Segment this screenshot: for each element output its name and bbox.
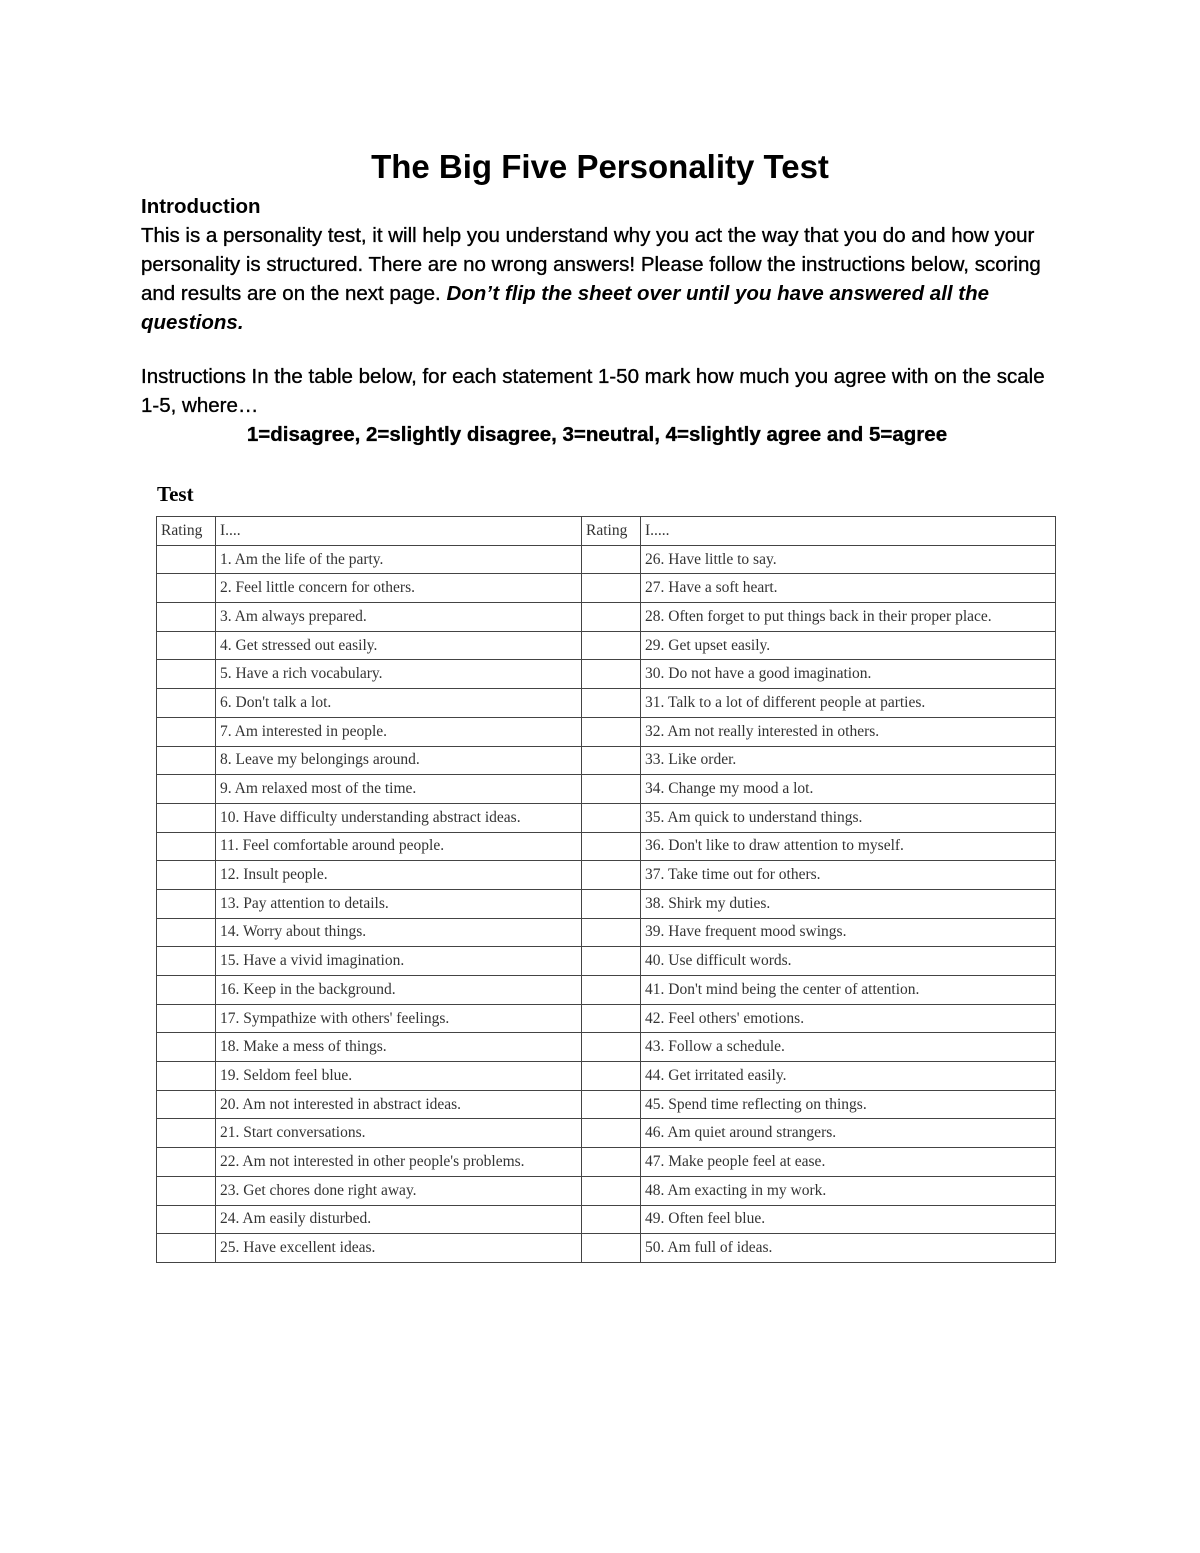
table-row <box>157 861 1056 890</box>
rating-cell-left[interactable] <box>157 832 216 861</box>
statement-cell-left: 15. Have a vivid imagination. <box>216 947 582 976</box>
table-row <box>157 1176 1056 1205</box>
rating-cell-left[interactable] <box>157 603 216 632</box>
rating-cell-left[interactable] <box>157 918 216 947</box>
table-row <box>157 1004 1056 1033</box>
statement-cell-left: 16. Keep in the background. <box>216 976 582 1005</box>
rating-cell-right[interactable] <box>582 746 641 775</box>
statement-cell-right: 40. Use difficult words. <box>641 947 1056 976</box>
rating-cell-right[interactable] <box>582 1119 641 1148</box>
rating-cell-right[interactable] <box>582 918 641 947</box>
rating-header-right: Rating <box>582 517 641 546</box>
instructions-section <box>141 362 1061 449</box>
statement-cell-left: 11. Feel comfortable around people. <box>216 832 582 861</box>
rating-cell-left[interactable] <box>157 803 216 832</box>
statement-cell-left: 6. Don't talk a lot. <box>216 689 582 718</box>
rating-cell-right[interactable] <box>582 803 641 832</box>
statement-cell-right: 49. Often feel blue. <box>641 1205 1056 1234</box>
statement-cell-left: 7. Am interested in people. <box>216 717 582 746</box>
statement-cell-left: 12. Insult people. <box>216 861 582 890</box>
rating-cell-right[interactable] <box>582 1090 641 1119</box>
statement-cell-right: 31. Talk to a lot of different people at parties. <box>641 689 1056 718</box>
table-header-row <box>157 517 1056 546</box>
statement-cell-right: 44. Get irritated easily. <box>641 1062 1056 1091</box>
test-heading: Test <box>157 482 194 506</box>
statement-cell-left: 19. Seldom feel blue. <box>216 1062 582 1091</box>
table-row <box>157 545 1056 574</box>
statement-cell-right: 29. Get upset easily. <box>641 631 1056 660</box>
statement-cell-right: 30. Do not have a good imagination. <box>641 660 1056 689</box>
statement-cell-right: 28. Often forget to put things back in their proper place. <box>641 603 1056 632</box>
rating-cell-right[interactable] <box>582 689 641 718</box>
rating-header-left: Rating <box>157 517 216 546</box>
table-row <box>157 1033 1056 1062</box>
rating-cell-left[interactable] <box>157 689 216 718</box>
table-row <box>157 631 1056 660</box>
statement-header-right: I..... <box>641 517 1056 546</box>
statement-cell-right: 35. Am quick to understand things. <box>641 803 1056 832</box>
rating-cell-right[interactable] <box>582 1033 641 1062</box>
statement-cell-right: 39. Have frequent mood swings. <box>641 918 1056 947</box>
rating-cell-right[interactable] <box>582 1234 641 1263</box>
statement-cell-left: 18. Make a mess of things. <box>216 1033 582 1062</box>
rating-cell-left[interactable] <box>157 545 216 574</box>
rating-cell-right[interactable] <box>582 631 641 660</box>
table-row <box>157 746 1056 775</box>
rating-cell-right[interactable] <box>582 775 641 804</box>
rating-cell-right[interactable] <box>582 1176 641 1205</box>
rating-cell-left[interactable] <box>157 889 216 918</box>
statement-cell-right: 48. Am exacting in my work. <box>641 1176 1056 1205</box>
introduction-paragraph <box>141 221 1061 337</box>
statement-cell-left: 25. Have excellent ideas. <box>216 1234 582 1263</box>
introduction-heading: Introduction <box>141 195 261 218</box>
statement-cell-left: 23. Get chores done right away. <box>216 1176 582 1205</box>
statement-cell-left: 2. Feel little concern for others. <box>216 574 582 603</box>
rating-cell-left[interactable] <box>157 1004 216 1033</box>
rating-cell-left[interactable] <box>157 1234 216 1263</box>
statement-cell-left: 14. Worry about things. <box>216 918 582 947</box>
rating-cell-left[interactable] <box>157 574 216 603</box>
rating-cell-left[interactable] <box>157 976 216 1005</box>
statement-cell-right: 50. Am full of ideas. <box>641 1234 1056 1263</box>
table-row <box>157 1090 1056 1119</box>
rating-scale: 1=disagree, 2=slightly disagree, 3=neutral, 4=slightly agree and 5=agree <box>246 423 948 446</box>
instructions-text: Instructions In the table below, for each statement 1-50 mark how much you agree with on the scale 1-5, where… <box>141 365 1045 417</box>
table-row <box>157 803 1056 832</box>
rating-cell-left[interactable] <box>157 1090 216 1119</box>
rating-cell-left[interactable] <box>157 1205 216 1234</box>
rating-cell-right[interactable] <box>582 861 641 890</box>
rating-cell-right[interactable] <box>582 1205 641 1234</box>
table-row <box>157 976 1056 1005</box>
questionnaire-table <box>156 516 1056 1263</box>
rating-cell-left[interactable] <box>157 1033 216 1062</box>
table-row <box>157 660 1056 689</box>
table-row <box>157 947 1056 976</box>
rating-cell-left[interactable] <box>157 861 216 890</box>
table-row <box>157 832 1056 861</box>
table-row <box>157 889 1056 918</box>
table-row <box>157 775 1056 804</box>
table-row <box>157 574 1056 603</box>
rating-cell-left[interactable] <box>157 717 216 746</box>
statement-cell-right: 37. Take time out for others. <box>641 861 1056 890</box>
statement-cell-right: 34. Change my mood a lot. <box>641 775 1056 804</box>
table-row <box>157 717 1056 746</box>
rating-cell-left[interactable] <box>157 1148 216 1177</box>
table-row <box>157 918 1056 947</box>
statement-cell-left: 4. Get stressed out easily. <box>216 631 582 660</box>
statement-cell-right: 46. Am quiet around strangers. <box>641 1119 1056 1148</box>
table-row <box>157 1234 1056 1263</box>
statement-cell-left: 10. Have difficulty understanding abstract ideas. <box>216 803 582 832</box>
rating-cell-right[interactable] <box>582 976 641 1005</box>
rating-cell-left[interactable] <box>157 660 216 689</box>
table-row <box>157 689 1056 718</box>
rating-cell-left[interactable] <box>157 947 216 976</box>
rating-cell-left[interactable] <box>157 1062 216 1091</box>
statement-cell-left: 1. Am the life of the party. <box>216 545 582 574</box>
rating-cell-right[interactable] <box>582 574 641 603</box>
statement-cell-right: 33. Like order. <box>641 746 1056 775</box>
statement-cell-right: 32. Am not really interested in others. <box>641 717 1056 746</box>
statement-cell-right: 43. Follow a schedule. <box>641 1033 1056 1062</box>
rating-cell-right[interactable] <box>582 660 641 689</box>
statement-cell-left: 5. Have a rich vocabulary. <box>216 660 582 689</box>
table-row <box>157 603 1056 632</box>
statement-cell-right: 42. Feel others' emotions. <box>641 1004 1056 1033</box>
statement-cell-left: 13. Pay attention to details. <box>216 889 582 918</box>
statement-cell-left: 24. Am easily disturbed. <box>216 1205 582 1234</box>
rating-cell-left[interactable] <box>157 775 216 804</box>
statement-cell-left: 20. Am not interested in abstract ideas. <box>216 1090 582 1119</box>
introduction-body: This is a personality test, it will help you understand why you act the way that you do and how your personality is structured. There are no wrong answers! Please follow the instructions below, scoring and results are on the next page. <box>141 224 1041 305</box>
statement-cell-left: 3. Am always prepared. <box>216 603 582 632</box>
rating-cell-right[interactable] <box>582 717 641 746</box>
statement-cell-right: 26. Have little to say. <box>641 545 1056 574</box>
table-body <box>157 545 1056 1262</box>
statement-cell-right: 27. Have a soft heart. <box>641 574 1056 603</box>
statement-cell-left: 8. Leave my belongings around. <box>216 746 582 775</box>
statement-cell-right: 47. Make people feel at ease. <box>641 1148 1056 1177</box>
page-title: The Big Five Personality Test <box>371 148 829 185</box>
table-row <box>157 1062 1056 1091</box>
rating-cell-left[interactable] <box>157 746 216 775</box>
statement-cell-left: 9. Am relaxed most of the time. <box>216 775 582 804</box>
statement-cell-right: 38. Shirk my duties. <box>641 889 1056 918</box>
rating-cell-right[interactable] <box>582 1004 641 1033</box>
rating-cell-left[interactable] <box>157 1119 216 1148</box>
statement-cell-left: 22. Am not interested in other people's problems. <box>216 1148 582 1177</box>
statement-cell-right: 41. Don't mind being the center of attention. <box>641 976 1056 1005</box>
rating-cell-right[interactable] <box>582 545 641 574</box>
statement-cell-right: 45. Spend time reflecting on things. <box>641 1090 1056 1119</box>
rating-cell-right[interactable] <box>582 947 641 976</box>
statement-cell-left: 17. Sympathize with others' feelings. <box>216 1004 582 1033</box>
statement-cell-right: 36. Don't like to draw attention to myself. <box>641 832 1056 861</box>
rating-cell-left[interactable] <box>157 631 216 660</box>
statement-cell-left: 21. Start conversations. <box>216 1119 582 1148</box>
rating-cell-right[interactable] <box>582 1062 641 1091</box>
table-row <box>157 1205 1056 1234</box>
table-row <box>157 1119 1056 1148</box>
table-row <box>157 1148 1056 1177</box>
rating-cell-right[interactable] <box>582 1148 641 1177</box>
rating-cell-right[interactable] <box>582 832 641 861</box>
statement-header-left: I.... <box>216 517 582 546</box>
rating-cell-right[interactable] <box>582 889 641 918</box>
rating-cell-right[interactable] <box>582 603 641 632</box>
introduction-warning: Don’t flip the sheet over until you have answered all the questions. <box>141 282 990 334</box>
introduction-section <box>141 192 1061 337</box>
rating-cell-left[interactable] <box>157 1176 216 1205</box>
